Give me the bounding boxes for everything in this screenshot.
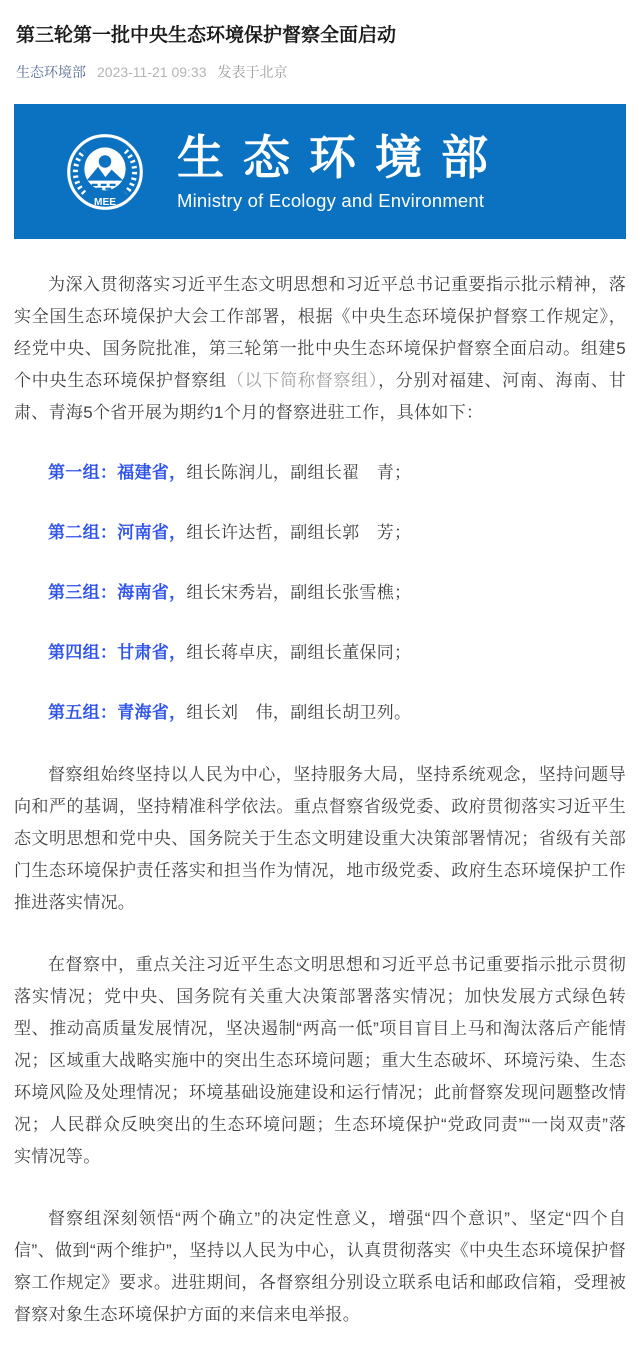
group-item-4 [14,637,626,669]
mee-banner-image[interactable] [14,104,626,239]
article-body [14,269,626,1331]
group-detail: 组长刘 伟，副组长胡卫列。 [186,703,412,722]
publish-location: 发表于北京 [217,64,288,80]
mee-logo-text: MEE [94,196,116,208]
group-detail: 组长许达哲，副组长郭 芳； [186,523,412,542]
group-label: 第三组：海南省， [48,583,187,602]
group-item-5 [14,697,626,729]
intro-text-muted: （以下简称督察组） [226,371,379,390]
group-label: 第一组：福建省， [48,463,187,482]
banner-text [177,131,507,213]
group-item-1 [14,457,626,489]
closing-paragraph: 督察组深刻领悟“两个确立”的决定性意义，增强“四个意识”、坚定“四个自信”、做到“两个维护”，坚持以人民为中心，认真贯彻落实《中央生态环境保护督察工作规定》要求。进驻期间，各督察组分别设立联系电话和邮政信箱，受理被督察对象生态环境保护方面的来信来电举报。 [14,1209,626,1324]
mee-logo-icon [66,133,144,211]
group-detail: 组长蒋卓庆，副组长董保同； [186,643,412,662]
publish-time: 2023-11-21 09:33 [97,64,207,80]
banner-title-cn: 生态环境部 [177,130,507,184]
group-label: 第五组：青海省， [48,703,187,722]
intro-paragraph [14,269,626,429]
group-detail: 组长陈润儿，副组长翟 青； [186,463,412,482]
principles-paragraph: 督察组始终坚持以人民为中心，坚持服务大局，坚持系统观念，坚持问题导向和严的基调，坚持精准科学依法。重点督察省级党委、政府贯彻落实习近平生态文明思想和党中央、国务院关于生态文明建设重大决策部署情况；省级有关部门生态环境保护责任落实和担当作为情况，地市级党委、政府生态环境保护工作推进落实情况。 [14,765,626,912]
article-title: 第三轮第一批中央生态环境保护督察全面启动 [16,25,397,46]
focus-paragraph: 在督察中，重点关注习近平生态文明思想和习近平总书记重要指示批示贯彻落实情况；党中央、国务院有关重大决策部署落实情况；加快发展方式绿色转型、推动高质量发展情况，坚决遏制“两高一低”项目盲目上马和淘汰落后产能情况；区域重大战略实施中的突出生态环境问题；重大生态破坏、环境污染、生态环境风险及处理情况；环境基础设施建设和运行情况；此前督察发现问题整改情况；人民群众反映突出的生态环境问题；生态环境保护“党政同责”“一岗双责”落实情况等。 [14,955,626,1166]
group-detail: 组长宋秀岩，副组长张雪樵； [186,583,412,602]
group-label: 第二组：河南省， [48,523,187,542]
account-link[interactable]: 生态环境部 [16,64,86,80]
intro-text-after: ，分别对福建、河南、海南、甘肃、青海5个省开展为期约1个月的督察进驻工作，具体如下： [14,371,626,422]
article-page [0,22,640,1355]
byline [16,62,624,82]
intro-text-before: 为深入贯彻落实习近平生态文明思想和习近平总书记重要指示批示精神，落实全国生态环境保护大会工作部署，根据《中央生态环境保护督察工作规定》，经党中央、国务院批准，第三轮第一批中央生态环境保护督察全面启动。组建5个中央生态环境保护督察组 [14,275,626,390]
group-label: 第四组：甘肃省， [48,643,187,662]
group-item-3 [14,577,626,609]
banner-title-en: Ministry of Ecology and Environment [177,189,485,211]
group-item-2 [14,517,626,549]
